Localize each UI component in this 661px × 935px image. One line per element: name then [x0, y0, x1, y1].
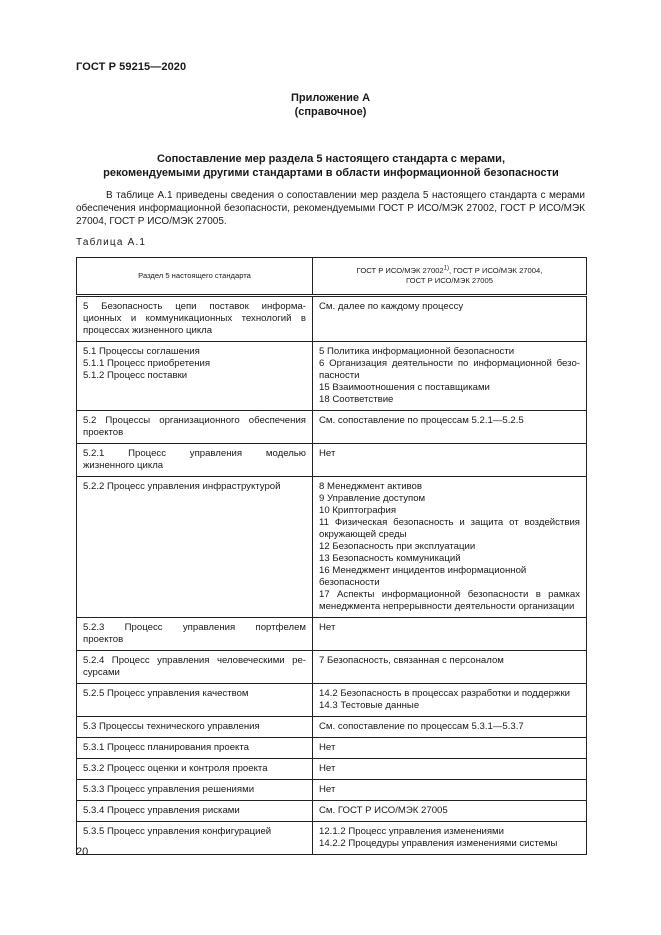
cell-line: 5.2.5 Процесс управления качеством — [83, 688, 249, 699]
section-cell — [77, 296, 313, 342]
standard-cell — [313, 759, 587, 780]
table-row — [77, 651, 587, 684]
appendix-subtitle: (справочное) — [294, 106, 367, 118]
standard-cell — [313, 618, 587, 651]
cell-line: 5.2.2 Процесс управления инфраструктурой — [83, 481, 281, 492]
table-row — [77, 444, 587, 477]
cell-line: 10 Криптография — [319, 505, 397, 516]
cell-line: менеджмента непрерывности деятельности организации — [319, 601, 575, 612]
cell-line: 5.1 Процессы соглашения — [83, 346, 200, 357]
cell-line: 13 Безопасность коммуникаций — [319, 553, 461, 564]
page-number: 20 — [76, 846, 89, 858]
cell-line: 5.2.1 Процесс управления моделью — [83, 448, 306, 459]
cell-line: 12 Безопасность при эксплуатации — [319, 541, 476, 552]
cell-line: 8 Менеджмент активов — [319, 481, 422, 492]
cell-line: 14.2 Безопасность в процессах разработки и поддержки — [319, 688, 570, 699]
cell-line: 18 Соответствие — [319, 394, 394, 405]
cell-line: сурсами — [83, 667, 120, 678]
column-header-standards — [313, 258, 587, 296]
standard-cell — [313, 822, 587, 855]
section-cell — [77, 822, 313, 855]
table-row — [77, 780, 587, 801]
cell-line: 5.3.4 Процесс управления рисками — [83, 805, 240, 816]
standard-cell — [313, 477, 587, 618]
section-cell — [77, 684, 313, 717]
table-row — [77, 411, 587, 444]
cell-line: См. далее по каждому процессу — [319, 301, 464, 312]
table-row — [77, 801, 587, 822]
cell-line: 5.1.1 Процесс приобретения — [83, 358, 211, 369]
table-header-row — [77, 258, 587, 296]
cell-line: жизненного цикла — [83, 460, 164, 471]
cell-line: 5.2 Процессы организационного обеспечения — [83, 415, 306, 426]
cell-line: 5.1.2 Процесс поставки — [83, 370, 188, 381]
cell-line: 5.3.5 Процесс управления конфигурацией — [83, 826, 272, 837]
cell-line: 5.3.2 Процесс оценки и контроля проекта — [83, 763, 268, 774]
cell-line: 14.2.2 Процедуры управления изменениями системы — [319, 838, 558, 849]
cell-line: 16 Менеджмент инцидентов информационной безопасности — [319, 565, 527, 588]
cell-line: Нет — [319, 622, 336, 633]
table-row — [77, 822, 587, 855]
cell-line: Нет — [319, 448, 336, 459]
standard-cell — [313, 342, 587, 411]
cell-line: См. ГОСТ Р ИСО/МЭК 27005 — [319, 805, 448, 816]
section-title — [76, 152, 586, 180]
cell-line: 5.2.3 Процесс управления портфелем — [83, 622, 306, 633]
cell-line: 17 Аспекты информационной безопасности в рамках — [319, 589, 580, 600]
table-body — [77, 296, 587, 855]
footnote-marker: 1) — [443, 265, 449, 272]
cell-line: проектов — [83, 634, 124, 645]
table-row — [77, 477, 587, 618]
standard-cell — [313, 444, 587, 477]
cell-line: ционных и коммуникационных технологий в — [83, 313, 306, 324]
cell-line: См. сопоставление по процессам 5.2.1—5.2.5 — [319, 415, 524, 426]
section-cell — [77, 738, 313, 759]
header-standard-27002: ГОСТ Р ИСО/МЭК 27002 — [356, 266, 444, 275]
section-cell — [77, 717, 313, 738]
section-cell — [77, 342, 313, 411]
section-cell — [77, 618, 313, 651]
intro-paragraph: В таблице А.1 приведены сведения о сопоставлении мер раздела 5 настоящего стандарта с мерами обеспечения информационной безопасности, рекомендуемыми ГОСТ Р ИСО/МЭК 27002, ГОСТ Р ИСО/МЭК 27004, ГОСТ Р ИСО/МЭК 27005. — [76, 190, 585, 227]
cell-line: процессах жизненного цикла — [83, 325, 213, 336]
standard-cell — [313, 717, 587, 738]
column-header-section5: Раздел 5 настоящего стандарта — [77, 258, 313, 296]
header-standard-27005: ГОСТ Р ИСО/МЭК 27005 — [406, 276, 493, 285]
cell-line: 6 Организация деятельности по информационной безо- — [319, 358, 580, 369]
table-row — [77, 618, 587, 651]
cell-line: 5.3.1 Процесс планирования проекта — [83, 742, 249, 753]
standard-cell — [313, 684, 587, 717]
standard-cell — [313, 411, 587, 444]
appendix-title: Приложение А — [290, 92, 371, 104]
cell-line: окружающей среды — [319, 529, 407, 540]
cell-line: Нет — [319, 763, 336, 774]
standard-cell — [313, 780, 587, 801]
cell-line: 7 Безопасность, связанная с персоналом — [319, 655, 504, 666]
table-label: Таблица А.1 — [76, 237, 147, 248]
standard-cell — [313, 651, 587, 684]
section-title-line-1: Сопоставление мер раздела 5 настоящего стандарта с мерами, — [156, 153, 505, 165]
cell-line: 11 Физическая безопасность и защита от воздействия — [319, 517, 580, 528]
header-standard-27004: , ГОСТ Р ИСО/МЭК 27004, — [449, 266, 543, 275]
cell-line: 15 Взаимоотношения с поставщиками — [319, 382, 490, 393]
section-cell — [77, 780, 313, 801]
standard-cell — [313, 296, 587, 342]
cell-line: 5 Политика информационной безопасности — [319, 346, 515, 357]
table-row — [77, 684, 587, 717]
cell-line: 5.2.4 Процесс управления человеческими ре- — [83, 655, 306, 666]
cell-line: Нет — [319, 742, 336, 753]
section-cell — [77, 651, 313, 684]
standard-cell — [313, 801, 587, 822]
cell-line: 9 Управление доступом — [319, 493, 426, 504]
section-cell — [77, 411, 313, 444]
section-cell — [77, 477, 313, 618]
table-row — [77, 717, 587, 738]
cell-line: 5 Безопасность цепи поставок информа- — [83, 301, 306, 312]
cell-line: 5.3.3 Процесс управления решениями — [83, 784, 255, 795]
cell-line: 14.3 Тестовые данные — [319, 700, 420, 711]
comparison-table — [76, 257, 587, 855]
table-row — [77, 759, 587, 780]
cell-line: 5.3 Процессы технического управления — [83, 721, 260, 732]
standard-cell — [313, 738, 587, 759]
table-row — [77, 342, 587, 411]
cell-line: 12.1.2 Процесс управления изменениями — [319, 826, 505, 837]
cell-line: пасности — [319, 370, 360, 381]
section-cell — [77, 444, 313, 477]
section-cell — [77, 759, 313, 780]
table-row — [77, 738, 587, 759]
cell-line: См. сопоставление по процессам 5.3.1—5.3.7 — [319, 721, 524, 732]
document-code: ГОСТ Р 59215—2020 — [76, 61, 187, 73]
cell-line: Нет — [319, 784, 336, 795]
section-title-line-2: рекомендуемыми другими стандартами в области информационной безопасности — [103, 167, 559, 179]
cell-line: проектов — [83, 427, 124, 438]
table-row — [77, 296, 587, 342]
section-cell — [77, 801, 313, 822]
